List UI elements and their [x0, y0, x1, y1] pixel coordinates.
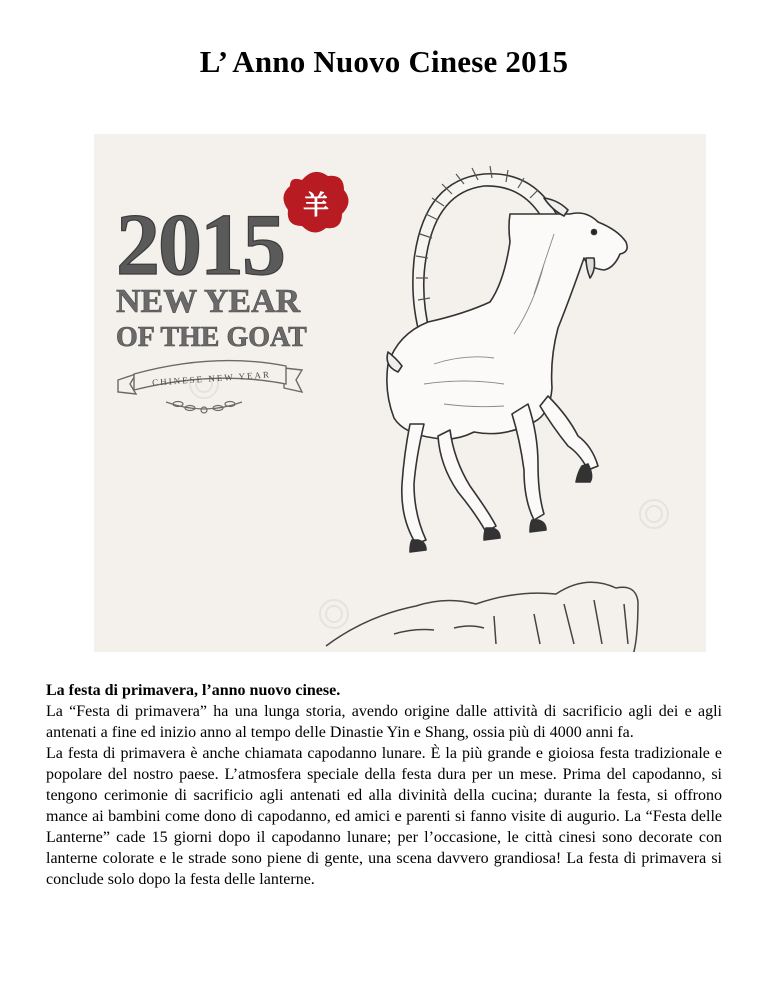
new-year-text: NEW YEAR	[116, 283, 301, 320]
goat-seal-stamp	[283, 172, 348, 233]
of-the-goat-text: OF THE GOAT	[116, 322, 307, 353]
goat-drawing	[387, 166, 627, 552]
seal-character: 羊	[302, 191, 330, 221]
page-title: L’ Anno Nuovo Cinese 2015	[199, 44, 569, 79]
article-heading: La festa di primavera, l’anno nuovo cinese.	[46, 682, 341, 699]
rock-cliff	[326, 582, 638, 652]
goat-illustration	[94, 134, 706, 652]
ribbon-text: CHINESE NEW YEAR	[151, 369, 272, 388]
article-paragraph: La “Festa di primavera” ha una lunga storia, avendo origine dalle attività di sacrificio agli dei e agli antenati a fine ed inizio anno al tempo delle Dinastie Yin e Shang, ossia più di 4000 anni fa.	[46, 703, 722, 741]
year-text: 2015	[116, 197, 284, 294]
laurel-ornament	[166, 402, 242, 414]
article	[46, 680, 722, 890]
article-paragraph: La festa di primavera è anche chiamata capodanno lunare. È la più grande e gioiosa festa tradizionale e popolare del nostro paese. L’atmosfera speciale della festa dura per un mese. Prima del capodanno, si tengono cerimonie di sacrificio agli antenati ed alla divinità della cucina; durante la festa, si offrono mance ai bambini come dono di capodanno, ed amici e parenti si fanno visite di augurio. La “Festa delle Lanterne” cade 15 giorni dopo il capodanno lunare; per l’occasione, le città cinesi sono decorate con lanterne colorate e le strade sono piene di gente, una scena davvero grandiosa! La festa di primavera si conclude solo dopo la festa delle lanterne.	[46, 745, 722, 888]
